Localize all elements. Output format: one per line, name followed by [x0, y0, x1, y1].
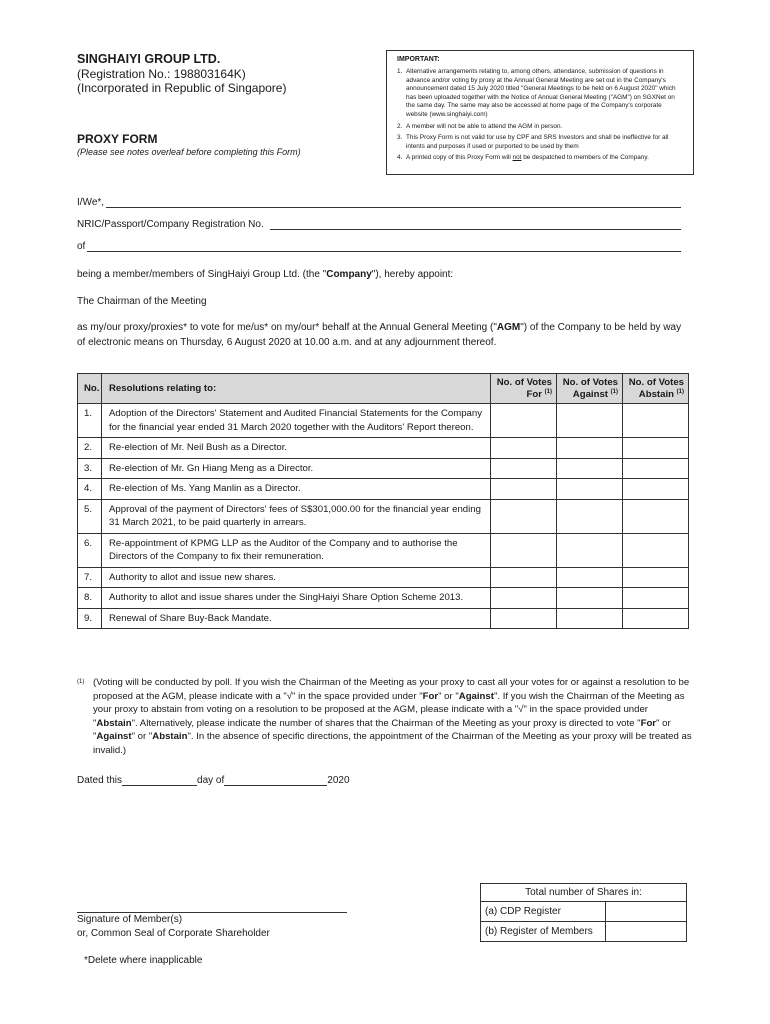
vote-against-cell[interactable]: [557, 479, 623, 500]
shares-title: Total number of Shares in:: [481, 884, 687, 902]
table-row: 2. Re-election of Mr. Neil Bush as a Director.: [78, 438, 689, 459]
vote-abstain-cell[interactable]: [623, 438, 689, 459]
vote-abstain-cell[interactable]: [623, 533, 689, 567]
footnote-mark: (1): [77, 679, 85, 685]
header-votes-abstain: No. of Votes Abstain $^{(1)}$: [623, 374, 689, 404]
voting-footnote: [77, 676, 695, 757]
chairman-line: The Chairman of the Meeting: [77, 296, 207, 307]
iwe-label: I/We*,: [77, 197, 105, 208]
important-list: [397, 68, 683, 163]
table-header-row: [78, 374, 689, 404]
header-no: No.: [78, 374, 102, 404]
iwe-field[interactable]: [77, 197, 681, 208]
table-row: 8. Authority to allot and issue shares under the SingHaiyi Share Option Scheme 2013.: [78, 588, 689, 609]
shares-table: [480, 883, 687, 942]
table-row: 7. Authority to allot and issue new shares.: [78, 567, 689, 588]
dated-year: 2020: [327, 775, 350, 786]
header-votes-against: No. of Votes Against $^{(1)}$: [557, 374, 623, 404]
iwe-input-line[interactable]: [106, 197, 681, 208]
cdp-register-label: (a) CDP Register: [481, 902, 606, 922]
important-item: 2. A member will not be able to attend the AGM in person.: [397, 122, 563, 130]
vote-for-cell[interactable]: [491, 567, 557, 588]
company-name: SINGHAIYI GROUP LTD.: [77, 52, 221, 66]
vote-abstain-cell[interactable]: [623, 588, 689, 609]
resolutions-table: [77, 373, 689, 629]
vote-against-cell[interactable]: [557, 533, 623, 567]
vote-abstain-cell[interactable]: [623, 499, 689, 533]
register-of-members-value[interactable]: [606, 922, 687, 942]
common-seal-label: or, Common Seal of Corporate Shareholder: [77, 928, 270, 939]
shares-header-row: [481, 884, 687, 902]
vote-for-cell[interactable]: [491, 533, 557, 567]
address-label: of: [77, 241, 86, 252]
vote-for-cell[interactable]: [491, 588, 557, 609]
important-item: 4. A printed copy of this Proxy Form will not be despatched to members of the Company.: [397, 154, 649, 162]
header-votes-for: No. of Votes For $^{(1)}$: [491, 374, 557, 404]
address-field[interactable]: [77, 241, 681, 252]
table-row: 6. Re-appointment of KPMG LLP as the Auditor of the Company and to authorise the Directors of the Company to fix their remuneration.: [78, 533, 689, 567]
signature-label: Signature of Member(s): [77, 914, 183, 925]
vote-against-cell[interactable]: [557, 458, 623, 479]
vote-for-cell[interactable]: [491, 438, 557, 459]
vote-abstain-cell[interactable]: [623, 479, 689, 500]
address-input-line[interactable]: [87, 241, 681, 252]
table-row: [481, 922, 687, 942]
table-row: 9. Renewal of Share Buy-Back Mandate.: [78, 608, 689, 629]
dated-middle: day of: [197, 775, 225, 786]
table-row: 1. Adoption of the Directors' Statement and Audited Financial Statements for the Company for the financial year ended 31 March 2020 together with the Auditors' Report thereon.: [78, 404, 689, 438]
nric-field[interactable]: [77, 219, 681, 230]
vote-against-cell[interactable]: [557, 438, 623, 459]
proxy-statement: as my/our proxy/proxies* to vote for me/us* on my/our* behalf at the Annual General Meeting ("AGM") of the Company to be held by way of electronic means on Thursday, 6 August 2020 at 10.00 a.m. and at any adjournment thereof.: [77, 322, 682, 348]
vote-abstain-cell[interactable]: [623, 567, 689, 588]
vote-against-cell[interactable]: [557, 404, 623, 438]
form-note: (Please see notes overleaf before completing this Form): [77, 147, 301, 157]
vote-abstain-cell[interactable]: [623, 608, 689, 629]
nric-input-line[interactable]: [270, 219, 681, 230]
important-box: [386, 50, 694, 175]
vote-for-cell[interactable]: [491, 499, 557, 533]
table-row: [481, 902, 687, 922]
footnote-text: (Voting will be conducted by poll. If you wish the Chairman of the Meeting as your proxy to cast all your votes for or against a resolution to be proposed at the AGM, please indicate with a "√" in the space provided under "For" or "Against". If you wish the Chairman of the Meeting as your proxy to abstain from voting on a resolution to be proposed at the AGM, please indicate with a "√" in the space provided under "Abstain". Alternatively, please indicate the number of shares that the Chairman of the Meeting as your proxy is directed to vote "For" or "Against" or "Abstain". In the absence of specific directions, the appointment of the Chairman of the Meeting as your proxy will be treated as invalid.): [93, 677, 692, 756]
vote-for-cell[interactable]: [491, 479, 557, 500]
vote-for-cell[interactable]: [491, 404, 557, 438]
table-row: 5. Approval of the payment of Directors' fees of S$301,000.00 for the financial year ending 31 March 2021, to be paid quarterly in arrears.: [78, 499, 689, 533]
day-input-line[interactable]: [122, 775, 197, 786]
member-statement: being a member/members of SingHaiyi Group Ltd. (the "Company"), hereby appoint:: [77, 269, 454, 280]
register-of-members-label: (b) Register of Members: [481, 922, 606, 942]
month-input-line[interactable]: [224, 775, 327, 786]
important-item: 1. Alternative arrangements relating to, among others, attendance, submission of questions in advance and/or voting by proxy at the Annual General Meeting are set out in the Company's announcement dated 15 July 2020 titled "General Meetings to be held on 6 August 2020" which has been uploaded together with the Notice of Annual General Meeting ("AGM") on SGXNet on the same day. The same may also be accessed at home page of the Company's corporate website (www.singhaiyi.com): [397, 68, 676, 118]
table-row: 3. Re-election of Mr. Gn Hiang Meng as a Director.: [78, 458, 689, 479]
vote-abstain-cell[interactable]: [623, 404, 689, 438]
dated-prefix: Dated this: [77, 775, 123, 786]
important-item: 3. This Proxy Form is not valid for use by CPF and SRS Investors and shall be ineffective for all intents and purposes if used or purported to be used by them: [397, 134, 669, 150]
vote-against-cell[interactable]: [557, 567, 623, 588]
signature-line[interactable]: [77, 912, 347, 913]
vote-against-cell[interactable]: [557, 588, 623, 609]
delete-note: *Delete where inapplicable: [84, 955, 203, 966]
form-title: PROXY FORM: [77, 132, 158, 146]
important-title: IMPORTANT:: [397, 56, 440, 63]
incorporation-note: (Incorporated in Republic of Singapore): [77, 81, 287, 95]
vote-for-cell[interactable]: [491, 458, 557, 479]
header-resolution: Resolutions relating to:: [102, 374, 491, 404]
vote-for-cell[interactable]: [491, 608, 557, 629]
vote-against-cell[interactable]: [557, 499, 623, 533]
vote-abstain-cell[interactable]: [623, 458, 689, 479]
table-row: 4. Re-election of Ms. Yang Manlin as a Director.: [78, 479, 689, 500]
dated-field: [77, 775, 350, 786]
cdp-register-value[interactable]: [606, 902, 687, 922]
vote-against-cell[interactable]: [557, 608, 623, 629]
nric-label: NRIC/Passport/Company Registration No.: [77, 219, 264, 230]
registration-number: (Registration No.: 198803164K): [77, 67, 246, 81]
